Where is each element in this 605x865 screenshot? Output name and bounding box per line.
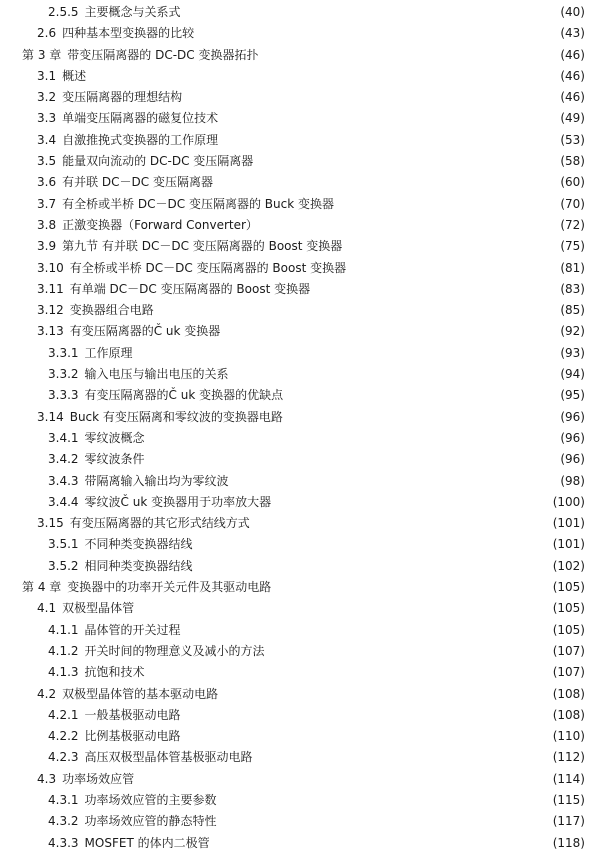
toc-entry-number: 3.7	[37, 196, 57, 211]
toc-entry-page: (46)	[560, 90, 585, 105]
toc-entry-page: (70)	[560, 196, 585, 211]
toc-entry-number: 第 3 章	[22, 47, 62, 62]
toc-entry-page: (92)	[560, 324, 585, 339]
toc-entry[interactable]	[0, 471, 605, 492]
toc-entry-page: (93)	[560, 345, 585, 360]
toc-entry[interactable]	[0, 811, 605, 832]
toc-entry-page: (118)	[552, 835, 585, 850]
toc-entry[interactable]	[0, 151, 605, 172]
toc-entry[interactable]	[0, 449, 605, 470]
toc-entry[interactable]	[0, 87, 605, 108]
toc-entry-title: 功率场效应管的主要参数	[84, 792, 217, 807]
toc-entry-page: (110)	[552, 729, 585, 744]
toc-entry-page: (98)	[560, 473, 585, 488]
toc-entry-number: 3.5.2	[48, 558, 79, 573]
toc-entry-title: 比例基极驱动电路	[84, 729, 181, 744]
toc-entry-number: 3.3	[37, 111, 57, 126]
toc-entry-title: 不同种类变换器结线	[84, 537, 193, 552]
toc-entry-number: 4.1.3	[48, 665, 79, 680]
toc-entry-title: 有单端 DC－DC 变压隔离器的 Boost 变换器	[69, 281, 311, 296]
toc-entry[interactable]	[0, 577, 605, 598]
toc-entry-title: 功率场效应管的静态特性	[84, 814, 217, 829]
toc-entry-page: (72)	[560, 217, 585, 232]
toc-entry-page: (40)	[560, 5, 585, 19]
toc-entry-title: 晶体管的开关过程	[84, 622, 181, 637]
toc-entry-title: 能量双向流动的 DC-DC 变压隔离器	[62, 154, 254, 169]
toc-entry-title: 变换器组合电路	[69, 303, 154, 318]
toc-entry[interactable]	[0, 620, 605, 641]
toc-entry-title: 有变压隔离器的其它形式结线方式	[69, 516, 250, 531]
toc-entry[interactable]	[0, 23, 605, 44]
toc-entry-page: (85)	[560, 303, 585, 318]
toc-entry-page: (46)	[560, 47, 585, 62]
toc-entry-page: (112)	[552, 750, 585, 765]
toc-entry-number: 2.5.5	[48, 5, 79, 19]
toc-entry-page: (96)	[560, 452, 585, 467]
toc-entry[interactable]	[0, 45, 605, 66]
toc-entry-title: 变换器中的功率开关元件及其驱动电路	[67, 580, 272, 595]
toc-entry[interactable]	[0, 279, 605, 300]
toc-entry-number: 3.4.1	[48, 430, 79, 445]
toc-entry[interactable]	[0, 662, 605, 683]
toc-entry-page: (60)	[560, 175, 585, 190]
toc-entry-number: 3.8	[37, 217, 57, 232]
toc-entry[interactable]	[0, 790, 605, 811]
toc-entry-number: 3.5.1	[48, 537, 79, 552]
toc-entry-title: 开关时间的物理意义及减小的方法	[84, 643, 265, 658]
toc-entry-title: 带隔离输入输出均为零纹波	[84, 473, 229, 488]
toc-entry[interactable]	[0, 364, 605, 385]
toc-entry-number: 4.2	[37, 686, 57, 701]
toc-entry-number: 4.1	[37, 601, 57, 616]
toc-entry[interactable]	[0, 407, 605, 428]
toc-entry-number: 3.11	[37, 281, 64, 296]
toc-entry-number: 3.15	[37, 516, 64, 531]
toc-entry-title: 变压隔离器的理想结构	[62, 90, 183, 105]
toc-entry[interactable]	[0, 747, 605, 768]
toc-entry-page: (117)	[552, 814, 585, 829]
toc-entry-number: 3.10	[37, 260, 64, 275]
toc-entry-number: 3.5	[37, 154, 57, 169]
toc-entry-page: (53)	[560, 132, 585, 147]
toc-entry-title: 有变压隔离器的Č uk 变换器	[69, 324, 221, 339]
toc-entry-page: (115)	[552, 792, 585, 807]
toc-entry[interactable]	[0, 428, 605, 449]
toc-entry[interactable]	[0, 833, 605, 854]
toc-entry[interactable]	[0, 130, 605, 151]
toc-entry-title: MOSFET 的体内二极管	[84, 835, 210, 850]
toc-entry-title: 有并联 DC－DC 变压隔离器	[62, 175, 213, 190]
toc-entry-number: 3.3.2	[48, 367, 79, 382]
toc-entry-number: 3.3.3	[48, 388, 79, 403]
toc-entry-title: 概述	[62, 68, 87, 83]
toc-entry-title: 正激变换器（Forward Converter）	[62, 217, 258, 232]
toc-entry-title: 有全桥或半桥 DC－DC 变压隔离器的 Buck 变换器	[62, 196, 334, 211]
toc-entry[interactable]	[0, 598, 605, 619]
toc-entry-number: 4.3.3	[48, 835, 79, 850]
toc-entry-number: 4.3.1	[48, 792, 79, 807]
toc-entry-number: 3.3.1	[48, 345, 79, 360]
toc-entry[interactable]	[0, 385, 605, 406]
toc-entry-number: 3.4.4	[48, 494, 79, 509]
toc-entry-page: (114)	[552, 771, 585, 786]
toc-entry-title: 相同种类变换器结线	[84, 558, 193, 573]
toc-entry-page: (108)	[552, 686, 585, 701]
toc-entry-title: 高压双极型晶体管基极驱动电路	[84, 750, 253, 765]
toc-entry-number: 3.4	[37, 132, 57, 147]
toc-entry-number: 3.6	[37, 175, 57, 190]
toc-entry-title: 零纹波条件	[84, 452, 145, 467]
toc-entry-page: (101)	[552, 537, 585, 552]
toc-entry-number: 3.12	[37, 303, 64, 318]
toc-entry-page: (105)	[552, 622, 585, 637]
toc-entry[interactable]	[0, 343, 605, 364]
toc-entry-number: 4.1.1	[48, 622, 79, 637]
toc-entry-title: 零纹波Č uk 变换器用于功率放大器	[84, 494, 272, 509]
toc-entry-number: 4.2.3	[48, 750, 79, 765]
toc-entry-page: (95)	[560, 388, 585, 403]
toc-entry-page: (101)	[552, 516, 585, 531]
toc-entry[interactable]	[0, 66, 605, 87]
toc-entry-page: (46)	[560, 68, 585, 83]
toc-entry[interactable]	[0, 641, 605, 662]
toc-entry-title: 零纹波概念	[84, 430, 145, 445]
toc-entry-title: 自激推挽式变换器的工作原理	[62, 132, 219, 147]
toc-entry-title: 第九节 有并联 DC－DC 变压隔离器的 Boost 变换器	[62, 239, 343, 254]
toc-entry-number: 3.14	[37, 409, 64, 424]
toc-entry-page: (105)	[552, 601, 585, 616]
toc-entry-number: 3.9	[37, 239, 57, 254]
toc-entry-title: 抗饱和技术	[84, 665, 145, 680]
toc-entry-title: 主要概念与关系式	[84, 5, 181, 19]
toc-entry[interactable]	[0, 108, 605, 129]
toc-entry[interactable]	[0, 492, 605, 513]
toc-entry-number: 4.1.2	[48, 643, 79, 658]
toc-entry[interactable]	[0, 513, 605, 534]
toc-entry-page: (100)	[552, 494, 585, 509]
toc-entry-page: (58)	[560, 154, 585, 169]
toc-entry-number: 2.6	[37, 26, 57, 41]
toc-entry-title: 四种基本型变换器的比较	[62, 26, 195, 41]
toc-entry[interactable]	[0, 172, 605, 193]
toc-entry[interactable]	[0, 215, 605, 236]
toc-entry[interactable]	[0, 236, 605, 257]
toc-entry[interactable]	[0, 321, 605, 342]
toc-entry-page: (108)	[552, 707, 585, 722]
toc-entry-page: (75)	[560, 239, 585, 254]
toc-entry-title: 双极型晶体管	[62, 601, 135, 616]
toc-entry[interactable]	[0, 258, 605, 279]
toc-entry-number: 3.4.2	[48, 452, 79, 467]
toc-entry[interactable]	[0, 684, 605, 705]
toc-entry-title: 输入电压与输出电压的关系	[84, 367, 229, 382]
toc-entry[interactable]	[0, 534, 605, 555]
toc-entry-number: 3.4.3	[48, 473, 79, 488]
toc-entry-title: 一般基极驱动电路	[84, 707, 181, 722]
toc-entry-number: 4.3.2	[48, 814, 79, 829]
toc-entry[interactable]	[0, 556, 605, 577]
toc-entry-title: 单端变压隔离器的磁复位技术	[62, 111, 219, 126]
toc-entry-title: 有全桥或半桥 DC－DC 变压隔离器的 Boost 变换器	[69, 260, 347, 275]
toc-entry[interactable]	[0, 300, 605, 321]
toc-entry-page: (107)	[552, 665, 585, 680]
toc-entry-number: 4.2.2	[48, 729, 79, 744]
toc-entry[interactable]	[0, 705, 605, 726]
toc-entry-title: 工作原理	[84, 345, 133, 360]
toc-entry-title: 有变压隔离器的Č uk 变换器的优缺点	[84, 388, 284, 403]
toc-entry-title: 功率场效应管	[62, 771, 135, 786]
toc-entry[interactable]	[0, 194, 605, 215]
toc-entry-page: (102)	[552, 558, 585, 573]
toc-entry-title: Buck 有变压隔离和零纹波的变换器电路	[69, 409, 283, 424]
toc-entry-page: (43)	[560, 26, 585, 41]
toc-entry[interactable]	[0, 2, 605, 23]
toc-entry-page: (96)	[560, 409, 585, 424]
toc-entry-page: (94)	[560, 367, 585, 382]
toc-entry-page: (96)	[560, 430, 585, 445]
toc-entry-number: 3.13	[37, 324, 64, 339]
toc-entry-page: (81)	[560, 260, 585, 275]
toc-entry-number: 3.1	[37, 68, 57, 83]
toc-entry-number: 4.3	[37, 771, 57, 786]
toc-entry-number: 第 4 章	[22, 580, 62, 595]
toc-entry[interactable]	[0, 769, 605, 790]
table-of-contents	[0, 2, 605, 854]
toc-entry-page: (83)	[560, 281, 585, 296]
toc-entry-page: (105)	[552, 580, 585, 595]
toc-entry-page: (107)	[552, 643, 585, 658]
toc-entry-number: 3.2	[37, 90, 57, 105]
toc-entry-title: 双极型晶体管的基本驱动电路	[62, 686, 219, 701]
toc-entry-title: 带变压隔离器的 DC-DC 变换器拓扑	[67, 47, 259, 62]
toc-entry-page: (49)	[560, 111, 585, 126]
toc-entry[interactable]	[0, 726, 605, 747]
toc-entry-number: 4.2.1	[48, 707, 79, 722]
